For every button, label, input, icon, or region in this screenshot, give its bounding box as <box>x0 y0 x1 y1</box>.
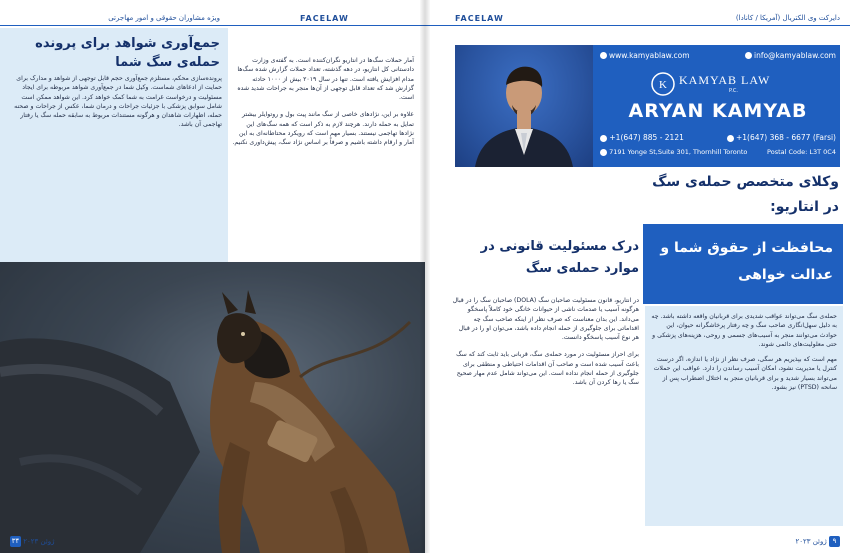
ad-contact-bar <box>600 49 836 62</box>
email-text: info@kamyablaw.com <box>753 51 836 60</box>
page-date: ژوئن ۲۰۲۳ <box>795 537 827 546</box>
sidebar-title: جمع‌آوری شواهد برای پرونده حمله‌ی سگ شما <box>35 36 220 70</box>
left-header-strip: ویژه مشاوران حقوقی و امور مهاجرتی <box>108 14 220 22</box>
phone-farsi[interactable] <box>727 133 836 142</box>
left-header-line <box>0 25 425 26</box>
page-number-box: ۹ <box>829 536 840 547</box>
paragraph: آمار حملات سگ‌ها در انتاریو نگران‌کننده است. به گفته‌ی وزارت دادستانی کل انتاریو، در دهه گذشته، تعداد حملات گزارش شده سگ‌ها مدام افزایش یافته است. تنها در سال ۲۰۱۹ بیش از ۱۰۰۰ حادثه گزارش شد که تعداد قابل توجهی از آن‌ها منجر به جراحات شدید شده است. <box>237 57 414 102</box>
address-text: 7191 Yonge St,Suite 301, Thornhill Toronto <box>609 148 748 156</box>
right-column-b <box>451 296 639 396</box>
email-icon <box>745 52 752 59</box>
lawyer-portrait <box>455 45 593 167</box>
law-firm-ad <box>455 45 840 167</box>
phone-main-text: +1(647) 885 - 2121 <box>609 133 684 142</box>
article-headline: وکلای متخصص حمله‌ی سگ در انتاریو: <box>652 174 839 215</box>
right-page <box>425 0 850 553</box>
lawyer-photo <box>455 45 593 167</box>
phone-icon <box>727 135 734 142</box>
phone-main[interactable] <box>600 133 684 142</box>
sidebar-body: پرونده‌سازی محکم، مستلزم جمع‌آوری حجم قابل توجهی از شواهد و مدارک برای حمایت از ادعاهای شماست. وکیل شما در جمع‌آوری شواهد مربوطه برای ایجاد مسئولیت و درخواست غرامت به شما کمک خواهد کرد. این شواهد ممکن است شامل سوابق پزشکی با جزئیات جراحات و درمان شما، عکس از جراحات و صحنه حمله، اظهارات شاهدان و هرگونه مستندات مربوط به سابقه حمله سگ یا رفتار تهاجمی آن باشد. <box>14 75 222 129</box>
brand-label-left: FACELAW <box>300 14 349 23</box>
right-header-strip: دایرکت وی الکتریال (آمریکا / کانادا) <box>735 14 840 22</box>
paragraph: در انتاریو، قانون مسئولیت صاحبان سگ (DOLA) صاحبان سگ را در قبال هرگونه آسیب یا صدمات ناشی از حیوانات خانگی خود کاملاً پاسخگو می‌داند. این بدان معناست که صرف نظر از اینکه صاحب سگ چه اقداماتی برای جلوگیری از حمله انجام داده باشد، می‌توان او را در قبال هر نوع آسیب پاسخگو دانست. <box>452 297 639 342</box>
paragraph: علاوه بر این، نژادهای خاصی از سگ مانند پیت بول و روتوایلر بیشتر تمایل به حمله دارند. هرچند لازم به ذکر است که همه سگ‌های این نژادها تهاجمی نیستند. بسیار مهم است که رویکرد محتاطانه‌ای به این آمار و ارقام داشته باشیم و صرفاً بر اساس نژاد سگ، پیش‌داوری نکنیم. <box>232 111 414 147</box>
svg-text:K: K <box>659 79 667 91</box>
location-icon <box>600 149 607 156</box>
page-date: ژوئن ۲۰۲۳ <box>23 537 55 546</box>
firm-logo <box>651 69 781 99</box>
brand-label-right: FACELAW <box>455 14 504 23</box>
left-column-2 <box>232 56 414 156</box>
right-column-a <box>645 306 843 526</box>
phone-icon <box>600 135 607 142</box>
spread-gutter <box>420 0 430 553</box>
section-heading: درک مسئولیت قانونی در موارد حمله‌ی سگ <box>480 239 639 276</box>
postal-code: Postal Code: L3T 0C4 <box>767 148 836 156</box>
ad-phones <box>600 133 836 142</box>
highlight-box: محافظت از حقوق شما و عدالت خواهی <box>643 224 843 304</box>
firm-name: KAMYAB LAW <box>679 73 771 87</box>
phone-farsi-text: +1(647) 368 - 6677 (Farsi) <box>735 133 836 142</box>
paragraph: برای احراز مسئولیت در مورد حمله‌ی سگ، قربانی باید ثابت کند که سگ باعث آسیب شده است و صاحب آن اقدامات احتیاطی و منطقی برای جلوگیری از حمله انجام نداده است. این می‌تواند شامل عدم مهار صحیح سگ یا رها کردن آن باشد. <box>456 351 639 387</box>
dog-illustration <box>0 262 425 553</box>
ad-address <box>600 148 836 156</box>
page-number-box: ۳۴ <box>11 537 20 545</box>
website-link[interactable] <box>600 49 690 62</box>
right-page-number <box>795 536 840 547</box>
left-page-number <box>10 536 55 547</box>
globe-icon <box>600 52 607 59</box>
dog-attack-photo <box>0 262 425 553</box>
right-header-line <box>425 25 850 26</box>
street-address <box>600 148 747 156</box>
paragraph: مهم است که بپذیریم هر سگی، صرف نظر از نژاد یا اندازه، اگر درست کنترل یا مدیریت نشود، امکان آسیب رساندن را دارد. عواقب این حملات می‌تواند بسیار شدید و برای قربانیان منجر به اختلال اضطراب پس از سانحه (PTSD) نیز بشود. <box>653 356 837 392</box>
website-text: www.kamyablaw.com <box>609 51 690 60</box>
email-link[interactable] <box>745 49 836 62</box>
firm-suffix: P.C. <box>729 88 738 94</box>
paragraph: حمله‌ی سگ می‌تواند عواقب شدیدی برای قربانیان واقعه داشته باشد. چه به دلیل سهل‌انگاری صاحب سگ و چه رفتار پرخاشگرانه حیوان، این حوادث می‌توانند منجر به آسیب‌های جسمی و روحی، هزینه‌های پزشکی و حتی معلولیت‌های دائمی شوند. <box>651 313 837 348</box>
lawyer-name: ARYAN KAMYAB <box>628 100 808 122</box>
